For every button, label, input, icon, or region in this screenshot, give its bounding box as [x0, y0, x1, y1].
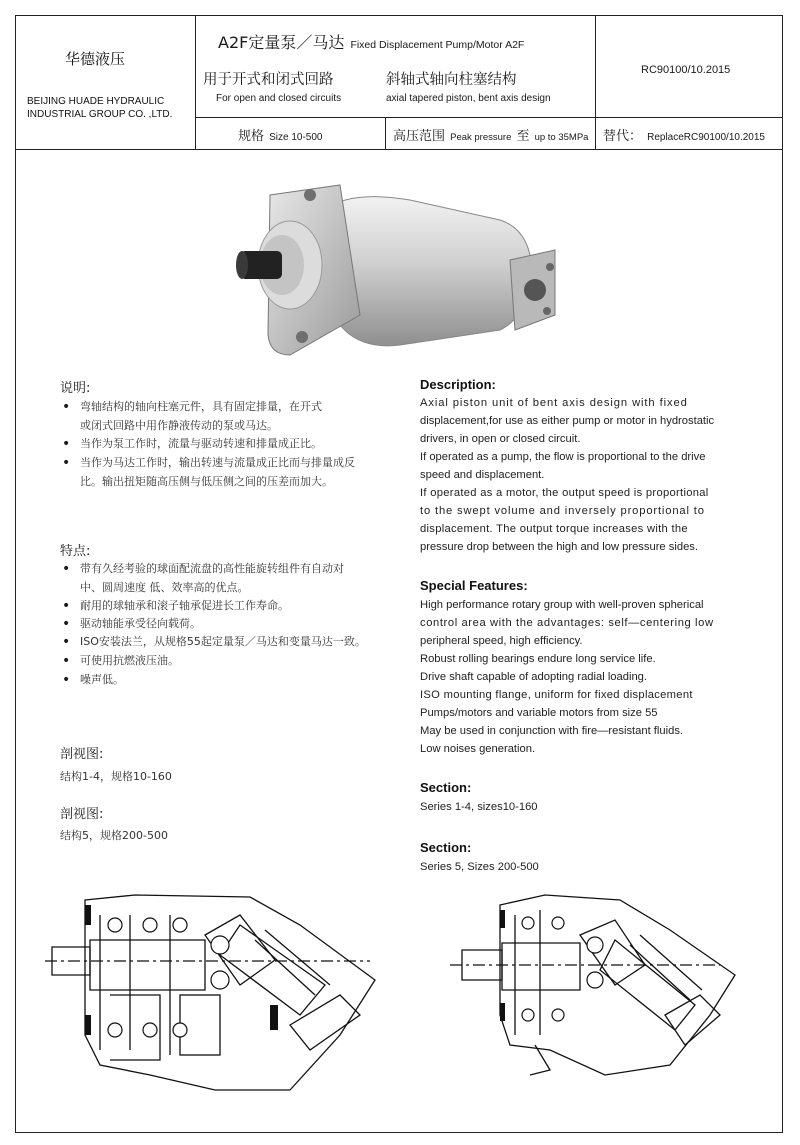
feat-cn-line-2: 中、圆周速度 低、效率高的优点。 [80, 581, 249, 594]
cross-section-drawing-2 [440, 885, 745, 1085]
size-cell [238, 125, 322, 144]
desc-en-line-8: displacement. The output torque increases with the [420, 523, 688, 535]
section2-text-en: Series 5, Sizes 200-500 [420, 861, 539, 873]
feat-title-cn: 特点: [60, 544, 91, 559]
desc-cn-line-4: 当作为马达工作时，输出转速与流量成正比而与排量成反 [80, 456, 355, 469]
section2-text-cn: 结构5，规格200-500 [60, 829, 168, 842]
section2-title-cn: 剖视图: [60, 807, 104, 822]
desc-cn-line-5: 比。输出扭矩随高压侧与低压侧之间的压差而加大。 [80, 475, 333, 488]
feat-en-line-7: Pumps/motors and variable motors from size 55 [420, 707, 658, 719]
replace-cell [603, 125, 765, 144]
feat-title-en: Special Features: [420, 578, 528, 593]
feat-cn-line-7: 噪声低。 [80, 673, 124, 686]
feat-en-line-9: Low noises generation. [420, 743, 536, 755]
company-name-en-2: INDUSTRIAL GROUP CO. ,LTD. [27, 109, 173, 120]
pressure-cell [393, 125, 588, 144]
replace-label-cn: 替代： [603, 129, 643, 144]
desc-en-line-1: Axial piston unit of bent axis design with fixed [420, 397, 688, 409]
replace-value: ReplaceRC90100/10.2015 [647, 132, 765, 143]
pressure-value: up to 35MPa [534, 132, 589, 143]
size-value: Size 10-500 [269, 132, 323, 143]
company-name-cn: 华德液压 [65, 50, 126, 68]
title-cn: A2F定量泵／马达 [218, 33, 345, 52]
feat-en-line-5: Drive shaft capable of adopting radial loading. [420, 671, 648, 683]
subtitle-cn-1: 用于开式和闭式回路 [203, 72, 334, 88]
desc-en-line-7: to the swept volume and inversely proportional to [420, 505, 705, 517]
desc-cn-line-1: 弯轴结构的轴向柱塞元件，具有固定排量，在开式 [80, 400, 322, 413]
company-name-en-1: BEIJING HUADE HYDRAULIC [27, 96, 165, 107]
feat-en-line-1: High performance rotary group with well-proven spherical [420, 599, 704, 611]
bullet-5: • [62, 598, 71, 614]
header-bottom-rule [15, 149, 783, 150]
cross-section-drawing-1 [40, 885, 395, 1100]
pressure-label-en: Peak pressure [450, 132, 512, 143]
header-vrule-2 [595, 15, 596, 149]
bullet-6: • [62, 616, 71, 632]
desc-en-line-9: pressure drop between the high and low pressure sides. [420, 541, 698, 553]
feat-cn-line-5: ISO安装法兰，从规格55起定量泵／马达和变量马达一致。 [80, 635, 366, 648]
desc-en-line-2: displacement,for use as either pump or motor in hydrostatic [420, 415, 715, 427]
pressure-label-cn: 高压范围 [393, 129, 446, 144]
bullet-8: • [62, 653, 71, 669]
bullet-2: • [62, 436, 71, 452]
pump-photo [230, 165, 560, 380]
header-divider [195, 117, 783, 118]
feat-cn-line-3: 耐用的球轴承和滚子轴承促进长工作寿命。 [80, 599, 289, 612]
section1-text-cn: 结构1-4，规格10-160 [60, 770, 172, 783]
pressure-to: 至 [516, 129, 530, 144]
feat-cn-line-6: 可使用抗燃液压油。 [80, 654, 179, 667]
feat-cn-line-4: 驱动轴能承受径向载荷。 [80, 617, 201, 630]
section1-title-en: Section: [420, 780, 472, 795]
desc-cn-line-2: 或闭式回路中用作静液传动的泵或马达。 [80, 419, 278, 432]
feat-en-line-8: May be used in conjunction with fire—resistant fluids. [420, 725, 684, 737]
desc-en-line-4: If operated as a pump, the flow is proportional to the drive [420, 451, 706, 463]
desc-title-cn: 说明: [60, 381, 91, 396]
section2-title-en: Section: [420, 840, 472, 855]
bullet-3: • [62, 455, 71, 471]
desc-cn-line-3: 当作为泵工作时，流量与驱动转速和排量成正比。 [80, 437, 322, 450]
feat-en-line-3: peripheral speed, high efficiency. [420, 635, 583, 647]
bullet-1: • [62, 399, 71, 415]
desc-en-line-5: speed and displacement. [420, 469, 545, 481]
header-vrule-3 [385, 117, 386, 149]
title-row [218, 30, 524, 53]
feat-en-line-4: Robust rolling bearings endure long service life. [420, 653, 656, 665]
bullet-9: • [62, 672, 71, 688]
feat-en-line-6: ISO mounting flange, uniform for fixed displacement [420, 689, 693, 701]
desc-en-line-6: If operated as a motor, the output speed is proportional [420, 487, 709, 499]
subtitle-en-1: For open and closed circuits [216, 93, 342, 104]
header-vrule-1 [195, 15, 196, 149]
subtitle-en-2: axial tapered piston, bent axis design [386, 93, 551, 104]
desc-en-line-3: drivers, in open or closed circuit. [420, 433, 581, 445]
section1-text-en: Series 1-4, sizes10-160 [420, 801, 538, 813]
feat-en-line-2: control area with the advantages: self—centering low [420, 617, 714, 629]
section1-title-cn: 剖视图: [60, 747, 104, 762]
subtitle-cn-2: 斜轴式轴向柱塞结构 [386, 72, 517, 88]
bullet-4: • [62, 561, 71, 577]
title-en: Fixed Displacement Pump/Motor A2F [350, 39, 525, 51]
feat-cn-line-1: 带有久经考验的球面配流盘的高性能旋转组件有自动对 [80, 562, 344, 575]
size-label-cn: 规格 [238, 129, 265, 144]
doc-code: RC90100/10.2015 [641, 64, 731, 76]
desc-title-en: Description: [420, 377, 496, 392]
bullet-7: • [62, 634, 71, 650]
